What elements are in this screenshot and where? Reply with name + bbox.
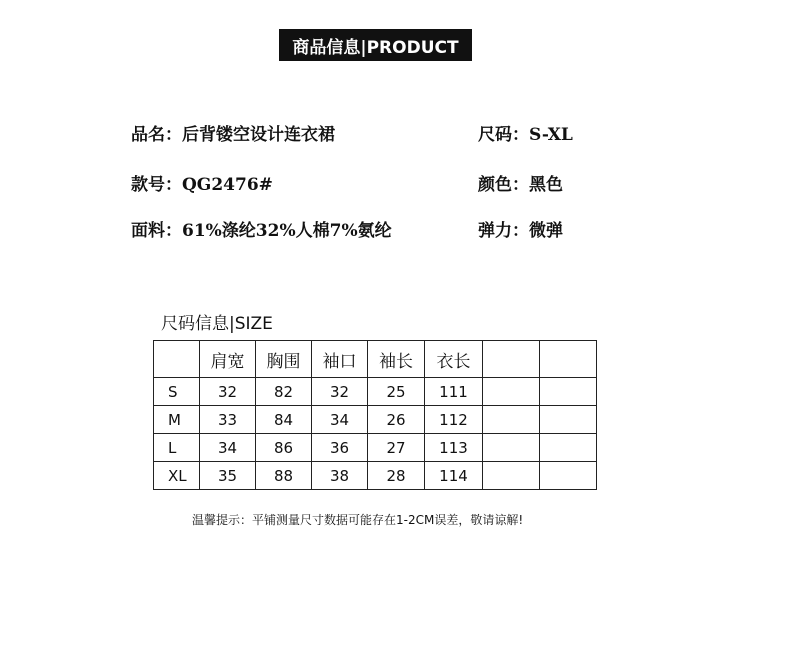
table-cell	[483, 462, 540, 490]
product-fabric-value: 61%涤纶32%人棉7%氨纶	[182, 221, 392, 241]
table-cell: XL	[154, 462, 200, 490]
table-cell: 34	[312, 406, 368, 434]
product-style-value: QG2476#	[182, 175, 273, 195]
header-cell-shoulder: 肩宽	[200, 341, 256, 378]
table-cell: 86	[256, 434, 312, 462]
table-cell	[483, 406, 540, 434]
product-style-field	[131, 170, 273, 195]
table-cell	[540, 434, 597, 462]
table-row	[154, 462, 597, 490]
header-cell-empty	[483, 341, 540, 378]
measurement-note: 温馨提示：平铺测量尺寸数据可能存在1-2CM误差，敬请谅解!	[192, 513, 524, 527]
table-cell: 28	[368, 462, 425, 490]
table-row	[154, 406, 597, 434]
table-cell	[483, 434, 540, 462]
product-elastic-field	[478, 216, 563, 241]
header-cell-bust: 胸围	[256, 341, 312, 378]
table-cell	[540, 378, 597, 406]
table-cell	[540, 462, 597, 490]
table-cell: L	[154, 434, 200, 462]
table-cell: 35	[200, 462, 256, 490]
table-cell	[483, 378, 540, 406]
product-fabric-label: 面料：	[131, 221, 182, 241]
table-cell: 38	[312, 462, 368, 490]
table-cell: 112	[425, 406, 483, 434]
product-color-label: 颜色：	[478, 175, 529, 195]
header-cell-size	[154, 341, 200, 378]
table-cell: 82	[256, 378, 312, 406]
table-cell: 113	[425, 434, 483, 462]
table-cell: 32	[200, 378, 256, 406]
table-cell: 36	[312, 434, 368, 462]
size-section-title: 尺码信息|SIZE	[161, 314, 273, 334]
table-cell: M	[154, 406, 200, 434]
product-elastic-value: 微弹	[529, 221, 563, 241]
table-cell: 25	[368, 378, 425, 406]
table-cell: 111	[425, 378, 483, 406]
product-size-label: 尺码：	[478, 125, 529, 145]
product-size-value: S-XL	[529, 125, 573, 145]
product-name-label: 品名：	[131, 125, 182, 145]
table-cell: 34	[200, 434, 256, 462]
product-fabric-field	[131, 216, 392, 241]
section-title-product: 商品信息|PRODUCT	[279, 29, 472, 61]
product-elastic-label: 弹力：	[478, 221, 529, 241]
header-cell-sleeve-length: 袖长	[368, 341, 425, 378]
table-cell: 33	[200, 406, 256, 434]
product-size-field	[478, 120, 573, 145]
table-row	[154, 434, 597, 462]
table-cell: S	[154, 378, 200, 406]
table-cell: 114	[425, 462, 483, 490]
product-color-field	[478, 170, 563, 195]
product-color-value: 黑色	[529, 175, 563, 195]
table-cell: 32	[312, 378, 368, 406]
table-cell: 84	[256, 406, 312, 434]
header-cell-cuff: 袖口	[312, 341, 368, 378]
header-cell-empty	[540, 341, 597, 378]
table-cell: 26	[368, 406, 425, 434]
product-name-field	[131, 120, 335, 145]
header-cell-length: 衣长	[425, 341, 483, 378]
table-cell: 88	[256, 462, 312, 490]
product-name-value: 后背镂空设计连衣裙	[182, 125, 335, 145]
size-table-header-row	[154, 341, 597, 378]
size-table	[153, 340, 597, 490]
table-cell: 27	[368, 434, 425, 462]
table-cell	[540, 406, 597, 434]
table-row	[154, 378, 597, 406]
product-style-label: 款号：	[131, 175, 182, 195]
